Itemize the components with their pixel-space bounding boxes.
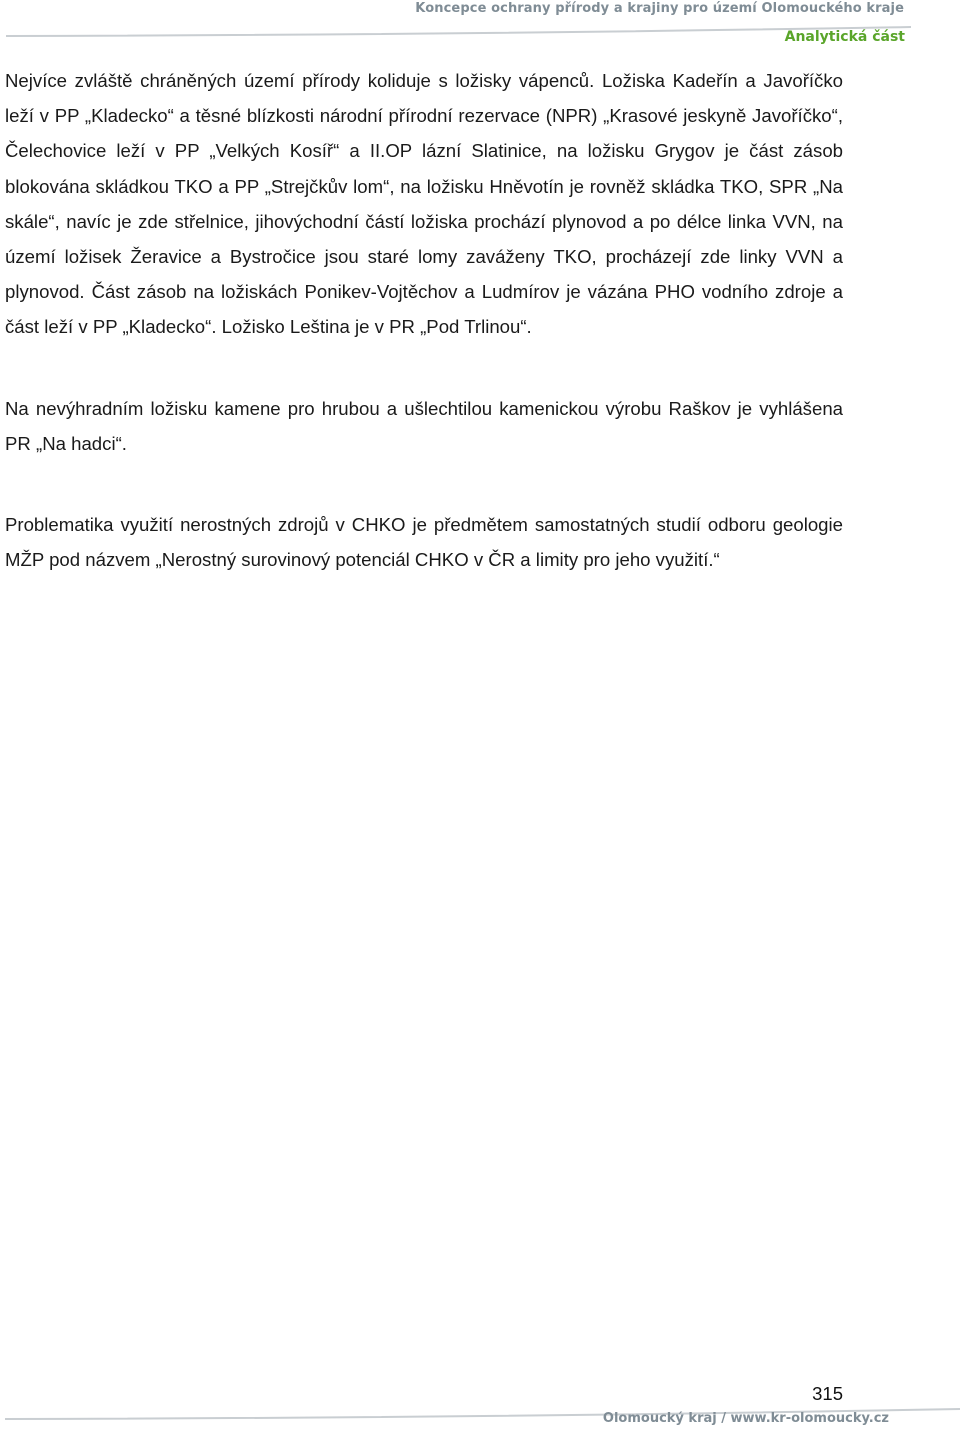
section-label: Analytická část xyxy=(784,29,905,45)
footer-website: Olomoucký kraj / www.kr-olomoucky.cz xyxy=(602,1411,889,1426)
document-title: Koncepce ochrany přírody a krajiny pro území Olomouckého kraje xyxy=(415,1,904,16)
main-content xyxy=(5,63,843,577)
paragraph-3: Problematika využití nerostných zdrojů v CHKO je předmětem samostatných studií odboru geologie MŽP pod názvem „Nerostný surovinový potenciál CHKO v ČR a limity pro jeho využití.“ xyxy=(5,514,843,571)
page-number: 315 xyxy=(812,1383,843,1404)
paragraph-1: Nejvíce zvláště chráněných území přírody koliduje s ložisky vápenců. Ložiska Kadeřín a Javoříčko leží v PP „Kladecko“ a těsné blízkosti národní přírodní rezervace (NPR) „Krasové jeskyně Javoříčko“, Čelechovice leží v PP „Velkých Kosíř“ a II.OP lázní Slatinice, na ložisku Grygov je část zásob blokována skládkou TKO a PP „Strejčkův lom“, na ložisku Hněvotín je rovněž skládka TKO, SPR „Na skále“, navíc je zde střelnice, jihovýchodní částí ložiska prochází plynovod a po délce linka VVN, na území ložisek Žeravice a Bystročice jsou staré lomy zaváženy TKO, procházejí zde linky VVN a plynovod. Část zásob na ložiskách Ponikev-Vojtěchov a Ludmírov je vázána PHO vodního zdroje a část leží v PP „Kladecko“. Ložisko Leština je v PR „Pod Trlinou“. xyxy=(5,70,843,338)
header-rule xyxy=(6,26,911,38)
paragraph-2: Na nevýhradním ložisku kamene pro hrubou a ušlechtilou kamenickou výrobu Raškov je vyhlášena PR „Na hadci“. xyxy=(5,397,843,454)
